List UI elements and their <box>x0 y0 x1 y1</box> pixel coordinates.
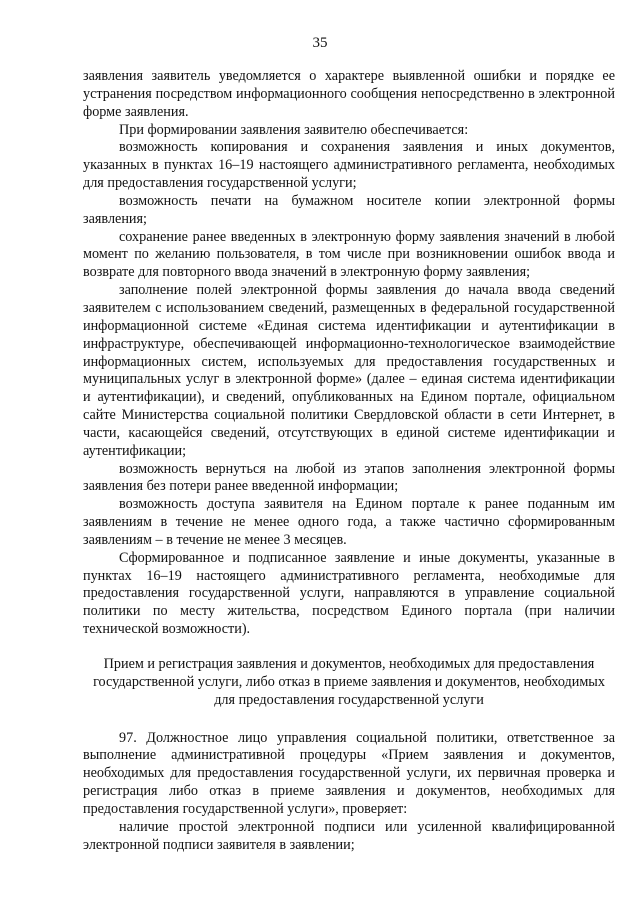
paragraph: При формировании заявления заявителю обеспечивается: <box>119 121 469 138</box>
list-item-printing: возможность печати на бумажном носителе копии электронной формы заявления; <box>83 192 615 227</box>
section-heading: Прием и регистрация заявления и документов, необходимых для предоставления государственной услуги, либо отказ в приеме заявления и документов, необходимых для предоставления государственной услуги <box>93 656 605 708</box>
list-item-saving: сохранение ранее введенных в электронную форму заявления значений в любой момент по желанию пользователя, в том числе при возникновении ошибок ввода и возврате для повторного ввода значений в электронную форму заявления; <box>83 228 615 281</box>
list-item-signature: наличие простой электронной подписи или усиленной квалифицированной электронной подписи заявителя в заявлении; <box>83 818 615 853</box>
paragraph-continuation: заявления заявитель уведомляется о характере выявленной ошибки и порядке ее устранения посредством информационного сообщения непосредственно в электронной форме заявления. <box>83 68 615 120</box>
list-item-access: возможность доступа заявителя на Едином портале к ранее поданным им заявлениям в течение не менее одного года, а также частично сформированным заявлениям – в течение не менее 3 месяцев. <box>83 496 615 548</box>
page-number: 35 <box>312 35 328 51</box>
list-item-return: возможность вернуться на любой из этапов заполнения электронной формы заявления без потери ранее введенной информации; <box>83 460 615 495</box>
list-item-copying: возможность копирования и сохранения заявления и иных документов, указанных в пунктах 16–19 настоящего административного регламента, необходимых для предоставления государственной услуги; <box>83 139 615 192</box>
paragraph-submission: Сформированное и подписанное заявление и иные документы, указанные в пунктах 16–19 настоящего административного регламента, необходимые для предоставления государственной услуги, направляются в управление социальной политики по месту жительства, посредством Единого портала (при наличии технической возможности). <box>83 549 615 638</box>
list-item-autofill: заполнение полей электронной формы заявления до начала ввода сведений заявителем с использованием сведений, размещенных в федеральной государственной информационной системе «Единая система идентификации и аутентификации в инфраструктуре, обеспечивающей информационно-технологическое взаимодействие информационных систем, используемых для предоставления государственных и муниципальных услуг в электронной форме» (далее – единая система идентификации и аутентификации), и сведений, опубликованных на Едином портале, официальном сайте Министерства социальной политики Свердловской области в сети Интернет, в части, касающейся сведений, отсутствующих в единой системе идентификации и аутентификации; <box>83 282 615 459</box>
document-body <box>83 68 615 854</box>
paragraph-item-97: 97. Должностное лицо управления социальной политики, ответственное за выполнение административной процедуры «Прием заявления и документов, необходимых для предоставления государственной услуги, их первичная проверка и регистрация либо отказ в приеме заявления и документов, необходимых для предоставления государственной услуги», проверяет: <box>83 729 615 817</box>
